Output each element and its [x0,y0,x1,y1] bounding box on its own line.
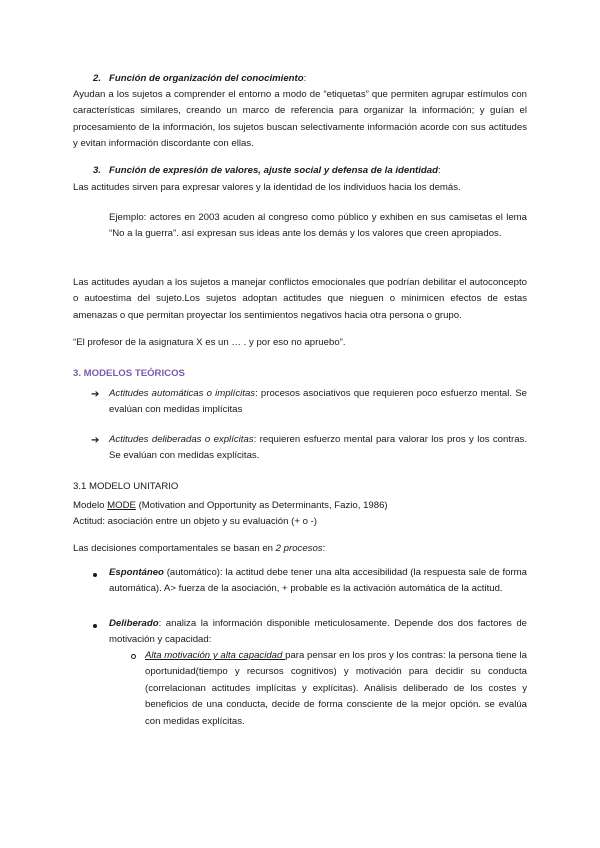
conflicts-paragraph: Las actitudes ayudan a los sujetos a manejar conflictos emocionales que podrían debilitar el autoconcepto o autoestima del sujeto.Los sujetos adoptan actitudes que nieguen o minimicen efectos de estas amenazas o que permitan proyectar los sentimientos negativos hacia otra persona o grupo. [73,277,527,321]
mode-rest: (Motivation and Opportunity as Determinants, Fazio, 1986) [135,500,388,511]
section-3-number: 3. [93,165,102,176]
sub-item-term: Alta motivación y alta capacidad [145,650,286,661]
model-item-text: : requieren esfuerzo mental para valorar los pros y los contras. Se evalúan con medidas explícitas. [109,434,527,462]
model-item-text: : procesos asociativos que requieren poco esfuerzo mental. Se evalúan con medidas implícitas [109,388,527,416]
deliberate-item [109,616,527,649]
spontaneous-term: Espontáneo [109,567,164,578]
arrow-bullet-icon: ➔ [91,435,100,446]
actitud-line: Actitud: asociación entre un objeto y su evaluación (+ o -) [73,516,317,527]
section-3-heading [93,163,533,179]
section-2-title: Función de organización del conocimiento [109,73,304,84]
section-3-title: Función de expresión de valores, ajuste social y defensa de la identidad [109,165,438,176]
section-2-body: Ayudan a los sujetos a comprender el entorno a modo de “etiquetas” que permiten agrupar estímulos con características similares, creando un marco de referencia para organizar la información; y guían el procesamiento de la información, los sujetos buscan selectivamente información acorde con sus actitudes y evitan información discordante con ellas. [73,89,527,150]
mode-prefix: Modelo [73,500,108,511]
section-2-colon: : [303,73,307,84]
section-3-colon: : [437,165,441,176]
conflicts-quote: “El profesor de la asignatura X es un … . y por eso no apruebo”. [73,337,346,348]
mode-name: MODE [107,500,136,511]
decisions-line [73,541,527,557]
model-item-term: Actitudes deliberadas o explícitas [109,434,254,445]
decisions-prefix: Las decisiones comportamentales se basan en [73,543,276,554]
spontaneous-text: (automático): la actitud debe tener una alta accesibilidad (la respuesta sale de forma automática). A> fuerza de la asociación, + probable es la activación automática de la actitud. [109,567,527,595]
section-3-example: Ejemplo: actores en 2003 acuden al congreso como público y exhiben en sus camisetas el lema “No a la guerra”. así expresan sus ideas ante los demás y los valores que creen apropiados. [109,212,527,240]
sub-item-text: para pensar en los pros y los contras: la persona tiene la oportunidad(tiempo y recursos cognitivos) y motivación para decidir su conducta (correlacionan actitudes implícitas y explícitas). Análisis deliberado de los costes y beneficios de una conducta, decide de forma consciente de la mejor opción. se evalúa con medidas explícitas. [145,650,527,727]
spontaneous-item [109,565,527,598]
bullet-dot-icon [93,573,97,577]
arrow-bullet-icon: ➔ [91,389,100,400]
sub-item-motivation [145,648,527,730]
mode-line [73,498,527,514]
bullet-circle-icon [131,654,136,659]
model-item-implicit [109,386,527,419]
section-2-number: 2. [93,73,102,84]
bullet-dot-icon [93,624,97,628]
model-item-explicit [109,432,527,465]
models-heading: 3. MODELOS TEÓRICOS [73,368,185,379]
model-item-term: Actitudes automáticas o implícitas [109,388,256,399]
decisions-emph: 2 procesos [275,543,323,554]
decisions-suffix: : [322,543,326,554]
unitario-heading: 3.1 MODELO UNITARIO [73,481,179,492]
deliberate-text: : analiza la información disponible meticulosamente. Depende dos dos factores de motivación y capacidad: [109,618,527,646]
section-2-heading [93,71,513,87]
deliberate-term: Deliberado [109,618,159,629]
section-3-body: Las actitudes sirven para expresar valores y la identidad de los individuos hacia los demás. [73,182,461,193]
